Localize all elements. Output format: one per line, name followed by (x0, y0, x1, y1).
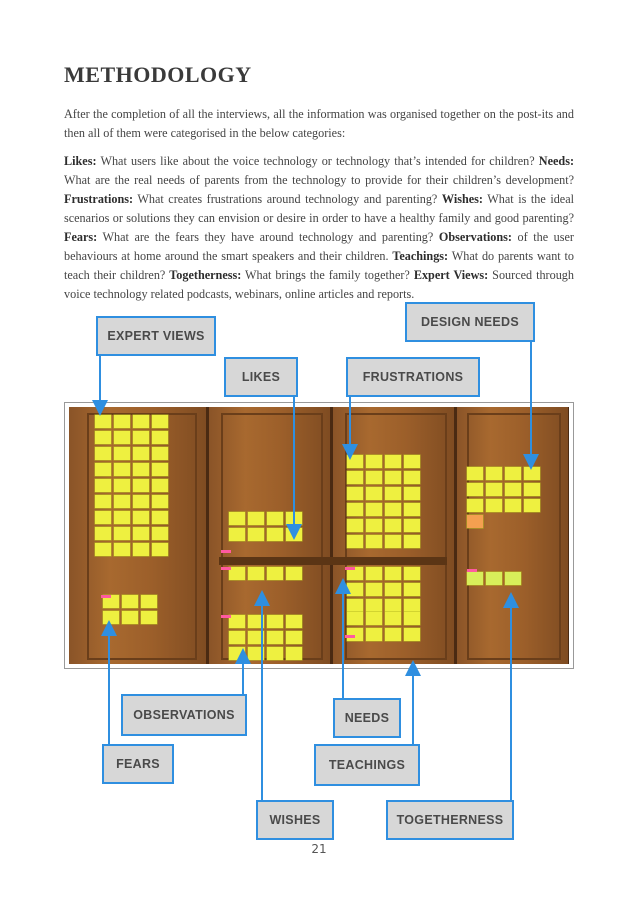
label-expert-views: EXPERT VIEWS (96, 316, 216, 356)
label-wishes: WISHES (256, 800, 334, 840)
def-text-observations: of the user behaviours at home around the smart speakers and their children. (64, 230, 574, 263)
def-text-frustrations: What creates frustrations around technology and parenting? (133, 192, 442, 206)
label-fears: FEARS (102, 744, 174, 784)
def-text-teachings: What do parents want to teach their children? (64, 249, 574, 282)
def-text-likes: What users like about the voice technology or technology that’s intended for children? (96, 154, 539, 168)
def-term-teachings: Teachings: (392, 249, 449, 263)
label-design-needs: DESIGN NEEDS (405, 302, 535, 342)
def-term-needs: Needs: (538, 154, 574, 168)
def-text-expert-views: Sourced through voice technology related podcasts, webinars, online articles and reports. (64, 268, 574, 301)
page-title: METHODOLOGY (64, 62, 252, 87)
label-frustrations: FRUSTRATIONS (346, 357, 480, 397)
def-text-togetherness: What brings the family together? (241, 268, 414, 282)
label-needs: NEEDS (333, 698, 401, 738)
def-term-wishes: Wishes: (441, 192, 483, 206)
def-term-togetherness: Togetherness: (169, 268, 242, 282)
def-term-expert-views: Expert Views: (413, 268, 489, 282)
def-term-fears: Fears: (64, 230, 98, 244)
intro-paragraph: After the completion of all the interviews, all the information was organised together on the post-its and then all of them were categorised in the below categories: (64, 107, 574, 140)
label-likes: LIKES (224, 357, 298, 397)
def-term-frustrations: Frustrations: (64, 192, 134, 206)
def-text-wishes: What is the ideal scenarios or solutions they can envision or desire in order to have a healthy family and good parenting? (64, 192, 574, 225)
label-togetherness: TOGETHERNESS (386, 800, 514, 840)
def-term-observations: Observations: (438, 230, 512, 244)
label-observations: OBSERVATIONS (121, 694, 247, 736)
def-term-likes: Likes: (64, 154, 97, 168)
page-number: 21 (311, 842, 327, 856)
def-text-fears: What are the fears they have around technology and parenting? (97, 230, 439, 244)
label-teachings: TEACHINGS (314, 744, 420, 786)
def-text-needs: What are the real needs of parents from the technology to provide for their children’s development? (64, 173, 574, 187)
